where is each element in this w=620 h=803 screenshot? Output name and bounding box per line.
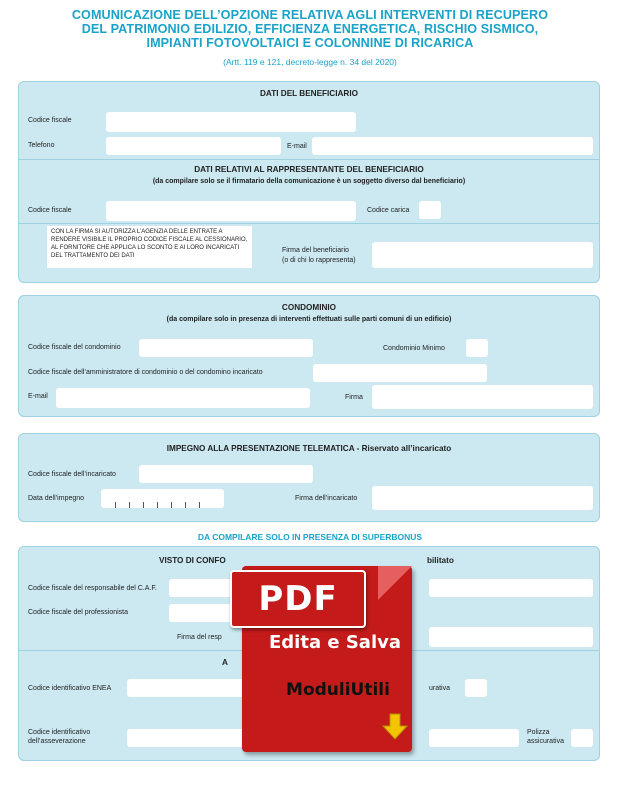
abilitato-title: bilitato [427, 556, 454, 565]
visto-title: VISTO DI CONFO [159, 556, 226, 565]
firma-beneficiario-sublabel: (o di chi lo rappresenta) [282, 257, 356, 264]
rappresentante-title: DATI RELATIVI AL RAPPRESENTANTE DEL BENEFICIARIO [194, 165, 424, 174]
codice-fiscale-field[interactable] [106, 112, 356, 132]
edita-salva-text: Edita e Salva [268, 632, 401, 653]
cf-amministratore-label: Codice fiscale dell’amministratore di condominio o del condomino incaricato [28, 369, 263, 376]
data-impegno-field[interactable] [101, 489, 224, 508]
pdf-edit-save-badge[interactable] [230, 562, 420, 755]
codice-enea-label: Codice identificativo ENEA [28, 685, 112, 692]
codice-carica-label: Codice carica [367, 207, 410, 214]
section-a-title: A [222, 658, 228, 667]
cf-caf-label: Codice fiscale del responsabile del C.A.F. [28, 585, 157, 592]
impegno-title: IMPEGNO ALLA PRESENTAZIONE TELEMATICA - Riservato all’incaricato [166, 444, 452, 453]
codice-asseverazione-field[interactable] [127, 729, 247, 747]
telefono-field[interactable] [106, 137, 281, 155]
codice-asseverazione-label: Codice identificativo [28, 729, 91, 736]
form-title-line1: COMUNICAZIONE DELL’OPZIONE RELATIVA AGLI INTERVENTI DI RECUPERO [71, 8, 549, 22]
rapp-codice-fiscale-field[interactable] [106, 201, 356, 221]
cf-condominio-label: Codice fiscale del condominio [28, 344, 121, 351]
condominio-firma-field[interactable] [372, 385, 593, 409]
condominio-minimo-label: Condominio Minimo [383, 345, 445, 352]
form-title-line2: DEL PATRIMONIO EDILIZIO, EFFICIENZA ENERGETICA, RISCHIO SISMICO, [81, 22, 539, 36]
divider [19, 159, 599, 160]
cf-condominio-field[interactable] [139, 339, 313, 357]
cf-incaricato-label: Codice fiscale dell’incaricato [28, 471, 116, 478]
codice-fiscale-label: Codice fiscale [28, 117, 72, 124]
rapp-codice-fiscale-label: Codice fiscale [28, 207, 72, 214]
cf-incaricato-field[interactable] [139, 465, 313, 483]
beneficiario-panel [18, 81, 600, 283]
codice-asseverazione-sublabel: dell’asseverazione [28, 738, 86, 745]
form-subtitle: (Artt. 119 e 121, decreto-legge n. 34 del 2020) [223, 57, 397, 67]
firma-beneficiario-field[interactable] [372, 242, 593, 268]
firma-beneficiario-label: Firma del beneficiario [282, 247, 349, 254]
condominio-email-label: E-mail [28, 393, 48, 400]
polizza-checkbox[interactable] [571, 729, 593, 747]
authorization-note: CON LA FIRMA SI AUTORIZZA L’AGENZIA DELLE ENTRATE A RENDERE VISIBILE IL PROPRIO CODICE FISCALE AL CESSIONARIO, AL FORNITORE CHE APPLICA LO SCONTO E AI LORO INCARICATI DEL TRATTAMENTO DEI DATI [47, 226, 252, 268]
moduliutili-text: ModuliUtili [286, 680, 390, 700]
firma-incaricato-field[interactable] [372, 486, 593, 510]
beneficiario-title: DATI DEL BENEFICIARIO [260, 89, 358, 98]
pdf-label: PDF [230, 570, 366, 628]
firma-resp-field[interactable] [429, 627, 593, 647]
email-field[interactable] [312, 137, 593, 155]
form-title-line3: IMPIANTI FOTOVOLTAICI E COLONNINE DI RICARICA [146, 36, 474, 50]
assicurativa-checkbox[interactable] [465, 679, 487, 697]
telefono-label: Telefono [28, 142, 55, 149]
codice-carica-field[interactable] [419, 201, 441, 219]
cf-caf-field-right[interactable] [429, 579, 593, 597]
page-fold [378, 566, 412, 600]
firma-incaricato-label: Firma dell’incaricato [295, 495, 358, 502]
superbonus-heading: DA COMPILARE SOLO IN PRESENZA DI SUPERBONUS [197, 532, 423, 542]
divider [19, 223, 599, 224]
rappresentante-subtitle: (da compilare solo se il firmatario della comunicazione è un soggetto diverso dal beneficiario) [152, 178, 466, 185]
condominio-subtitle: (da compilare solo in presenza di interventi effettuati sulle parti comuni di un edificio) [166, 316, 452, 323]
firma-resp-label: Firma del resp [177, 634, 222, 641]
polizza-label: Polizza [527, 729, 550, 736]
cf-professionista-label: Codice fiscale del professionista [28, 609, 128, 616]
condominio-panel [18, 295, 600, 417]
condominio-minimo-checkbox[interactable] [466, 339, 488, 357]
cf-amministratore-field[interactable] [313, 364, 487, 382]
condominio-title: CONDOMINIO [281, 303, 337, 312]
date-ticks [101, 498, 224, 508]
codice-enea-field[interactable] [127, 679, 247, 697]
download-arrow-icon [380, 712, 410, 742]
email-label: E-mail [287, 143, 307, 150]
polizza-sublabel: assicurativa [527, 738, 564, 745]
assicurativa-label: urativa [429, 685, 451, 692]
asseverazione-field-right[interactable] [429, 729, 519, 747]
data-impegno-label: Data dell’impegno [28, 495, 85, 502]
impegno-panel [18, 433, 600, 522]
condominio-email-field[interactable] [56, 388, 310, 408]
condominio-firma-label: Firma [345, 394, 363, 401]
